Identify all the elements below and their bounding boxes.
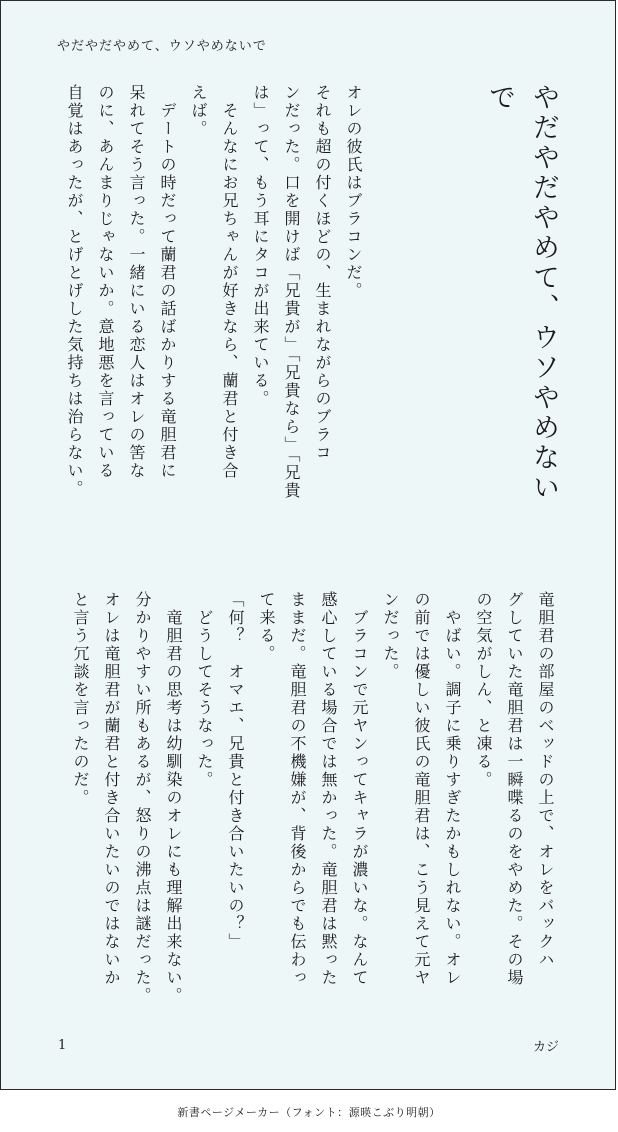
running-head: やだやだやめて、ウソやめないで bbox=[57, 39, 267, 54]
body-text-lower: 竜胆君の部屋のベッドの上で、オレをバックハ グしていた竜胆君は一瞬喋るのをやめた。その場 の空気がしん、と凍る。 やばい。調子に乗りすぎたかもしれない。オレ の前では優しい彼氏の竜胆君は、こう見えて元ヤ ンだった。 ブラコンで元ヤンってキャラが濃いな。なんて 感心している場合では無かった。竜胆君は黙った ままだ。竜胆君の不機嫌が、背後からでも伝わっ て来る。 「何？ オマエ、兄貴と付き合いたいの？」 どうしてそうなった。 竜胆君の思考は幼馴染のオレにも理解出来ない。 分かりやすい所もあるが、怒りの沸点は謎だった。 オレは竜胆君が蘭君と付き合いたいのではないか と言う冗談を言ったのだ。 bbox=[71, 591, 555, 1005]
footer-caption: 新書ページメーカー（フォント：源暎こぶり明朝） bbox=[177, 1106, 441, 1119]
author-name: カジ bbox=[532, 1040, 559, 1055]
page-number: 1 bbox=[58, 1038, 67, 1053]
chapter-title: やだやだやめて、ウソやめない で bbox=[484, 83, 559, 503]
body-text-upper: オレの彼氏はブラコンだ。 それも超の付くほどの、生まれながらのブラコ ンだった。口を開けば「兄貴が」「兄貴なら」「兄貴 は」って、もう耳にタコが出来ている。 そんなにお兄ちゃんが好きなら、蘭君と付き合 えば。 デートの時だって蘭君の話ばかりする竜胆君に 呆れてそう言った。一緒にいる恋人はオレの筈な のに、あんまりじゃないか。意地悪を言っている 自覚はあったが、とげとげした気持ちは治らない。 bbox=[65, 84, 363, 500]
